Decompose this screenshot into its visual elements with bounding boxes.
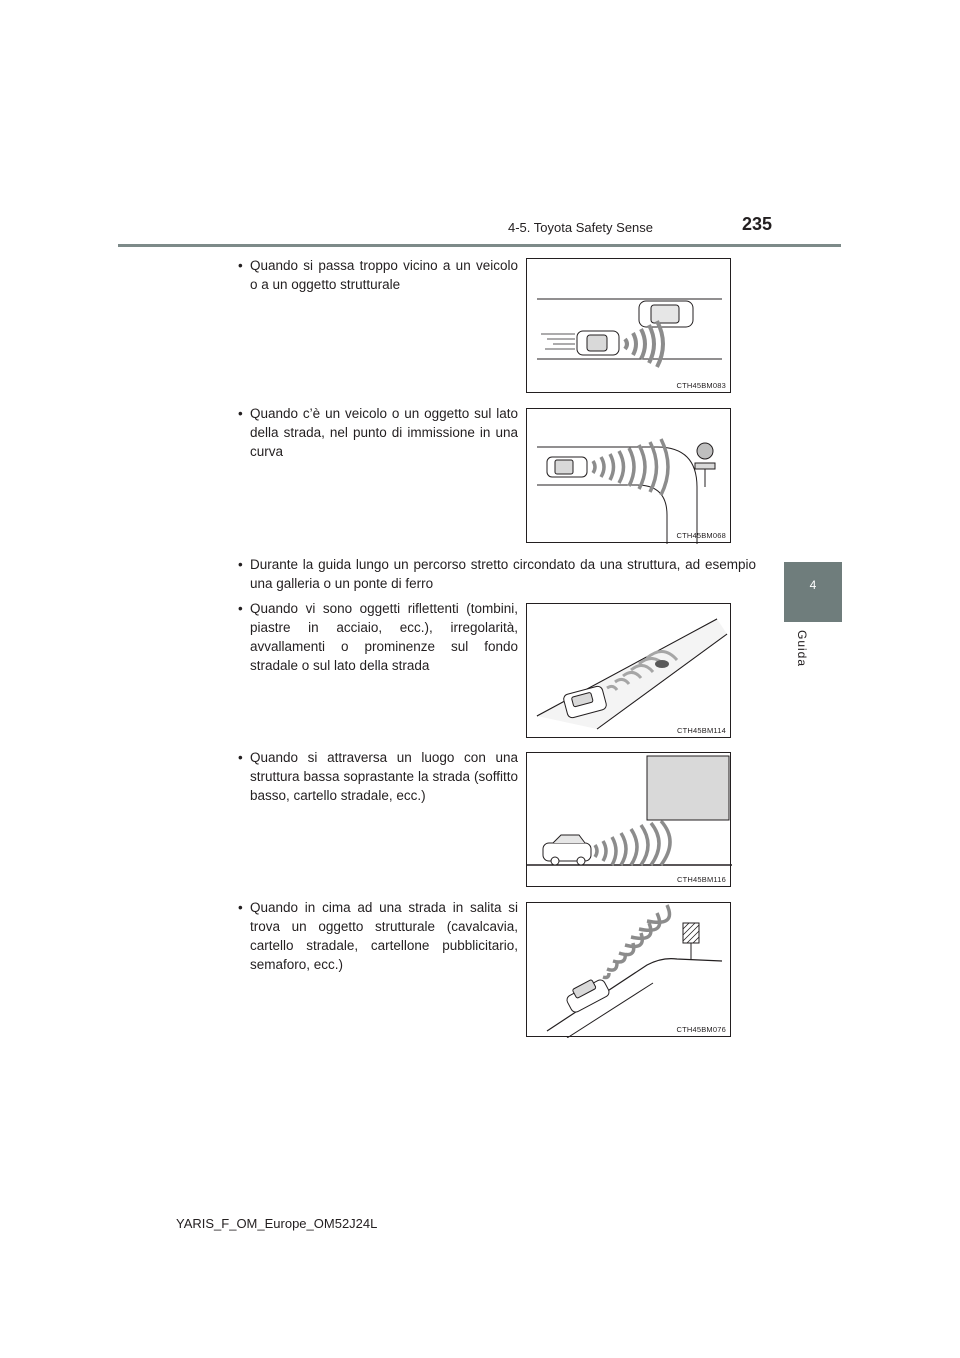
figure-close-pass [526,258,731,393]
uphill-structure-illustration [527,903,732,1038]
figure-code: CTH45BM116 [677,875,726,884]
figure-code: CTH45BM083 [676,381,726,390]
list-item: • Quando in cima ad una strada in salita si trova un oggetto strutturale (cavalcavia, cartello stradale, cartellone pubblicitario, semaforo, ecc.) [238,898,518,974]
figure-uphill-structure [526,902,731,1037]
figure-code: CTH45BM076 [676,1025,726,1034]
list-item: • Quando si passa troppo vicino a un veicolo o a un oggetto strutturale [238,256,518,294]
document-code: YARIS_F_OM_Europe_OM52J24L [176,1216,378,1231]
chapter-label: Guida [795,630,809,668]
chapter-tab [784,562,842,622]
low-structure-illustration [527,753,732,888]
header-divider [118,244,841,247]
curve-entry-illustration [527,409,732,544]
figure-code: CTH45BM068 [676,531,726,540]
list-item: • Quando vi sono oggetti riflettenti (tombini, piastre in acciaio, ecc.), irregolarità, avvallamenti o prominenze sul fondo stradale o sul lato della strada [238,599,518,675]
chapter-number: 4 [809,578,817,592]
figure-code: CTH45BM114 [677,726,726,735]
figure-reflective-objects [526,603,731,738]
close-pass-illustration [527,259,732,394]
section-title: 4-5. Toyota Safety Sense [508,220,654,235]
page-number: 235 [742,214,773,234]
figure-curve-entry [526,408,731,543]
list-item: • Quando c’è un veicolo o un oggetto sul lato della strada, nel punto di immissione in una curva [238,404,518,461]
reflective-objects-illustration [527,604,732,739]
figure-low-structure [526,752,731,887]
list-item: • Quando si attraversa un luogo con una struttura bassa soprastante la strada (soffitto basso, cartello stradale, ecc.) [238,748,518,805]
list-item: • Durante la guida lungo un percorso stretto circondato da una struttura, ad esempio una galleria o un ponte di ferro [238,555,756,593]
